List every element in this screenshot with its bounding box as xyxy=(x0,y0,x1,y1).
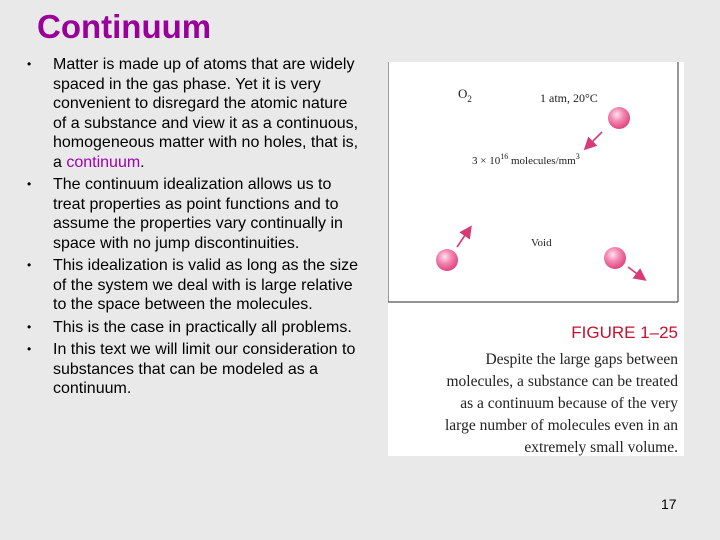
bullet-dot: • xyxy=(27,319,32,334)
bullet-item xyxy=(18,55,363,172)
caption-heading: FIGURE 1–25 xyxy=(571,323,678,342)
bullet-text: In this text we will limit our consideration to substances that can be modeled as a continuum. xyxy=(53,341,356,397)
bullet-list xyxy=(18,55,363,402)
caption-line: large number of molecules even in an xyxy=(445,417,678,434)
density-label: $3 \times 10^{16}$ molecules/$mm^3$ xyxy=(472,152,580,167)
bullet-dot: • xyxy=(27,258,32,272)
slide-title: Continuum xyxy=(37,8,212,45)
bullet-dot: • xyxy=(27,57,32,71)
caption-line: extremely small volume. xyxy=(524,439,678,456)
bullet-item xyxy=(18,175,363,253)
arrow-to-density xyxy=(586,132,602,148)
bullet-text: This idealization is valid as long as the size of the system we deal with is large relative to the space between the molecules. xyxy=(53,257,359,313)
figure-svg xyxy=(388,62,684,456)
bullet-text: The continuum idealization allows us to treat properties as point functions and to assume the properties vary continually in space with no jump discontinuities. xyxy=(53,176,343,252)
molecule-3 xyxy=(604,247,626,269)
bullet-text-end: . xyxy=(140,153,145,171)
highlight-term: continuum xyxy=(66,153,141,171)
condition-label: 1 atm, 20°C xyxy=(540,91,598,105)
bullet-text: This is the case in practically all problems. xyxy=(53,318,352,336)
arrow-down-right xyxy=(628,267,644,279)
bullet-item xyxy=(18,340,363,399)
molecule-2 xyxy=(436,249,458,271)
caption-line: as a continuum because of the very xyxy=(460,395,678,412)
figure-panel xyxy=(388,62,684,456)
page-number: 17 xyxy=(661,496,677,512)
bullet-text: Matter is made up of atoms that are widely spaced in the gas phase. Yet it is very convenient to disregard the atomic nature of a substance and view it as a continuous, homogeneous matter with no holes, that is, a xyxy=(53,56,359,171)
gas-label: $O_2$ xyxy=(458,86,472,104)
arrow-up-right xyxy=(457,228,470,247)
molecule-1 xyxy=(608,107,630,129)
bullet-dot: • xyxy=(27,342,32,356)
void-label: Void xyxy=(531,237,552,249)
bullet-item xyxy=(18,256,363,315)
bullet-dot: • xyxy=(27,177,32,191)
caption-line: molecules, a substance can be treated xyxy=(446,373,678,390)
bullet-item xyxy=(18,318,363,338)
caption-line: Despite the large gaps between xyxy=(485,351,678,368)
